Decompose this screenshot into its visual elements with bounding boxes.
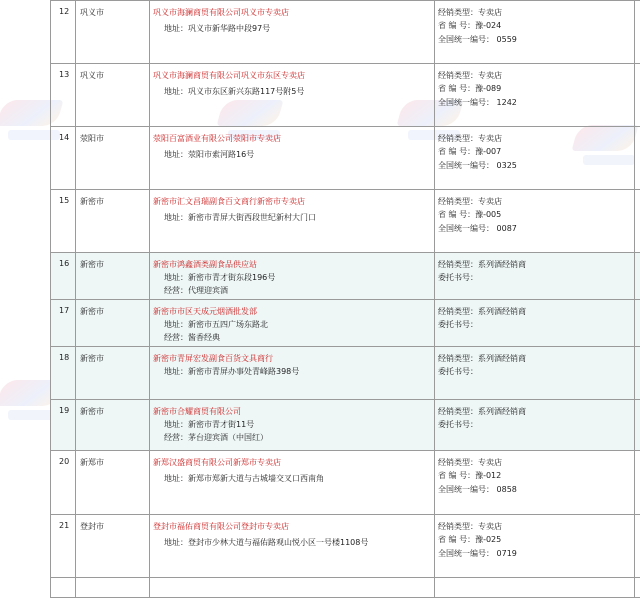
dealer-name: 登封市福佑商贸有限公司登封市专卖店 [153,521,289,532]
address-value: 巩义市东区新兴东路117号附5号 [188,87,304,96]
address-label: 地址： [164,272,188,283]
cert-type: 经销类型：系列酒经销商 [438,405,526,418]
city: 登封市 [80,521,104,532]
cert-type: 经销类型：专卖店 [438,456,502,469]
table-row [51,347,640,400]
city: 新密市 [80,406,104,417]
address-label: 地址： [164,473,188,484]
city: 巩义市 [80,70,104,81]
cert-type: 经销类型：专卖店 [438,6,502,19]
cert-province-no: 省 编 号：豫-012 [438,469,501,482]
row-number: 19 [59,406,69,415]
address-value: 新密市青屏办事处青峰路398号 [188,367,299,376]
cert-national-no: 全国统一编号： 0087 [438,222,517,235]
cert-auth-no: 委托书号： [438,271,478,284]
address-label: 地址： [164,23,188,34]
dealer-name: 新密市鸿鑫酒类副食品供应站 [153,259,257,270]
address-label: 地址： [164,86,188,97]
address-value: 荥阳市索河路16号 [188,150,254,159]
address-value: 巩义市新华路中段97号 [188,24,270,33]
row-number: 14 [59,133,69,142]
address-value: 新密市青屏大街西段世纪新村大门口 [188,213,316,222]
business-label: 经营： [164,285,188,296]
table-row [51,253,640,300]
row-number: 20 [59,457,69,466]
cert-province-no: 省 编 号：豫-007 [438,145,501,158]
cert-province-no: 省 编 号：豫-025 [438,533,501,546]
dealer-name: 新密市合耀商贸有限公司 [153,406,241,417]
table-row [51,451,640,515]
table-row [51,578,640,598]
address-value: 新密市青才街东段196号 [188,273,275,282]
cert-auth-no: 委托书号： [438,365,478,378]
dealer-table [50,0,640,598]
cert-province-no: 省 编 号：豫-024 [438,19,501,32]
address-value: 新密市青才街11号 [188,420,254,429]
dealer-name: 新密市青屏宏发副食百货文具商行 [153,353,273,364]
table-row [51,64,640,127]
address-value: 登封市少林大道与福佑路观山悦小区一号楼1108号 [188,538,368,547]
dealer-name: 新密市市区天成元烟酒批发部 [153,306,257,317]
business-value: 代理迎宾酒 [188,286,228,295]
dealer-name: 巩义市海澜商贸有限公司巩义市专卖店 [153,7,289,18]
row-number: 17 [59,306,69,315]
address-label: 地址： [164,149,188,160]
cert-national-no: 全国统一编号： 0719 [438,547,517,560]
dealer-name: 荥阳百富酒业有限公司荥阳市专卖店 [153,133,281,144]
table-row [51,1,640,64]
address-label: 地址： [164,419,188,430]
address-value: 新密市五四广场东路北 [188,320,268,329]
cert-national-no: 全国统一编号： 1242 [438,96,517,109]
business-value: 茅台迎宾酒（中国红） [188,433,268,442]
cert-national-no: 全国统一编号： 0325 [438,159,517,172]
table-row [51,400,640,451]
city: 荥阳市 [80,133,104,144]
row-number: 12 [59,7,69,16]
address-label: 地址： [164,319,188,330]
table-row [51,127,640,190]
row-number: 18 [59,353,69,362]
address-label: 地址： [164,212,188,223]
row-number: 21 [59,521,69,530]
cert-type: 经销类型：系列酒经销商 [438,352,526,365]
table-row [51,300,640,347]
dealer-name: 新郑汉盛商贸有限公司新郑市专卖店 [153,457,281,468]
cert-province-no: 省 编 号：豫-089 [438,82,501,95]
table-row [51,515,640,578]
city: 新郑市 [80,457,104,468]
dealer-name: 巩义市海澜商贸有限公司巩义市东区专卖店 [153,70,305,81]
cert-auth-no: 委托书号： [438,418,478,431]
cert-province-no: 省 编 号：豫-005 [438,208,501,221]
business-value: 酱香经典 [188,333,220,342]
city: 新密市 [80,306,104,317]
business-label: 经营： [164,432,188,443]
cert-type: 经销类型：专卖店 [438,195,502,208]
city: 新密市 [80,196,104,207]
city: 新密市 [80,259,104,270]
address-value: 新郑市郑新大道与古城墙交叉口西南角 [188,474,324,483]
city: 巩义市 [80,7,104,18]
table-row [51,190,640,253]
cert-type: 经销类型：专卖店 [438,69,502,82]
cert-national-no: 全国统一编号： 0559 [438,33,517,46]
dealer-name: 新密市汇文昌瑞副食百文商行新密市专卖店 [153,196,305,207]
city: 新密市 [80,353,104,364]
cert-type: 经销类型：专卖店 [438,132,502,145]
business-label: 经营： [164,332,188,343]
row-number: 15 [59,196,69,205]
cert-type: 经销类型：专卖店 [438,520,502,533]
cert-national-no: 全国统一编号： 0858 [438,483,517,496]
address-label: 地址： [164,366,188,377]
cert-type: 经销类型：系列酒经销商 [438,258,526,271]
row-number: 13 [59,70,69,79]
row-number: 16 [59,259,69,268]
address-label: 地址： [164,537,188,548]
cert-type: 经销类型：系列酒经销商 [438,305,526,318]
cert-auth-no: 委托书号： [438,318,478,331]
